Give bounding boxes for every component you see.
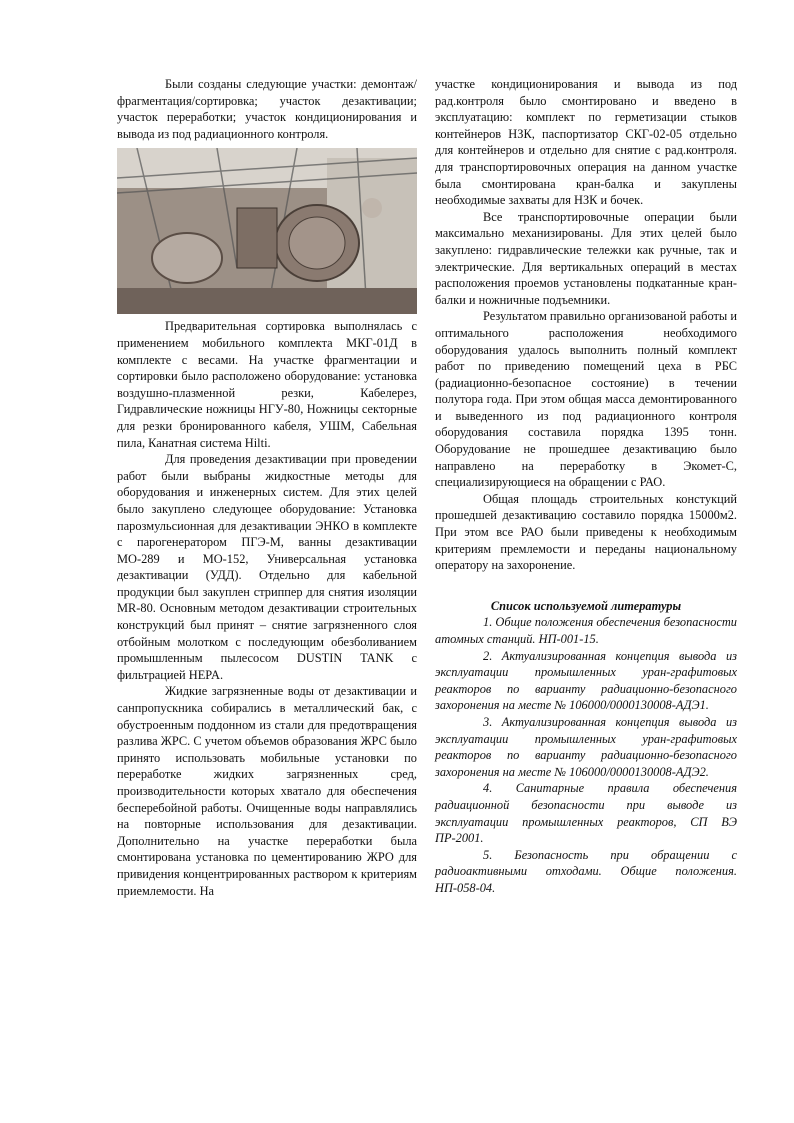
reference-item: 2. Актуализированная концепция вывода из эксплуатации промышленных уран-графитовых реакторов по варианту радиационно-безопасного захоронения на месте № 106000/0000130008-АДЭ1.	[435, 648, 737, 713]
paragraph-transport: Все транспортировочные операции были максимально механизированы. Для этих целей было закуплено: гидравлические тележки как ручные, так и электрические. Для вертикальных операций в местах расположения проемов установлены подкатанные кран-балки и ножничные подъемники.	[435, 209, 737, 307]
right-column	[435, 76, 737, 897]
paragraph-liquid-waste: Жидкие загрязненные воды от дезактивации и санпропускника собирались в металлический бак, с обустроенным поддонном из стали для предотвращения разлива ЖРС. С учетом объемов образования ЖРС было принято использовать мобильные установки по переработке жидких загрязненных сред, производительности которых хватало для обеспечения бесперебойной работы. Очищенные воды направлялись на повторные использования для дезактивации. Дополнительно на участке переработки была смонтирована установка по цементированию ЖРО для привидения концентрированных раствором к критериям приемлемости. На	[117, 684, 417, 898]
references-title: Список используемой литературы	[490, 598, 682, 613]
reference-item: 4. Санитарные правила обеспечения радиационной безопасности при выводе из эксплуатации промышленных реакторов, СП ВЭ ПР-2001.	[435, 781, 737, 846]
paragraph-conditioning: участке кондиционирования и вывода из под рад.контроля было смонтировано и введено в эксплуатацию: комплект по герметизации стыков контейнеров НЗК, паспортизатор СКГ-02-05 отдельно для контейнеров и отдельно для снятие с рад.контроля. для транспортировочных операция на данном участке была смонтирована кран-балка и закуплены необходимые захваты для НЗК и бочек.	[435, 77, 737, 208]
reference-item: 1. Общие положения обеспечения безопасности атомных станций. НП-001-15.	[435, 615, 737, 646]
paragraph-decontamination: Для проведения дезактивации при проведении работ были выбраны жидкостные методы для оборудования и инженерных систем. Для этих целей было закуплено следующее оборудование: Установка парозмульсионная для дезактивации ЭНКО в комплекте с парогенератором ПГЭ-М, ванны дезактивации МО-289 и МО-152, Универсальная установка дезактивации (УДД). Отдельно для кабельной продукции был закуплен стриппер для снятия изоляции MR-80. Основным методом дезактивации строительных конструкций был принят – снятие загрязненного слоя отбойным молотком с последующим обезболиванием промышленным пылесосом DUSTIN TANK с фильтрацией HEPA.	[117, 452, 417, 682]
paragraph-results: Результатом правильно организованой работы и оптимального расположения необходимого оборудования удалось выполнить полный комплект работ по приведению помещений цеха в РБС (радиационно-безопасное состояние) в течении полутора года. При этом общая масса демонтированного и выведенного из под радиационного контроля оборудования составила порядка 1395 тонн. Оборудование не прошедшее дезактивацию было направлено на переработку в Экомет-С, специализирующиеся на обращении с РАО.	[435, 309, 737, 490]
paragraph-sections: Были созданы следующие участки: демонтаж/фрагментация/сортировка; участок дезактивации; участок переработки; участок кондиционирования и вывода из под радиационного контроля.	[117, 77, 417, 141]
reference-item: 3. Актуализированная концепция вывода из эксплуатации промышленных уран-графитовых реакторов по варианту радиационно-безопасного захоронения на месте № 106000/0000130008-АДЭ2.	[435, 714, 737, 779]
industrial-equipment-photo	[117, 148, 417, 314]
reference-item: 5. Безопасность при обращении с радиоактивными отходами. Общие положения. НП-058-04.	[435, 847, 737, 895]
equipment-photo	[117, 148, 417, 314]
paragraph-area: Общая площадь строительных констукций прошедшей дезактивацию составило порядка 15000м2. При этом все РАО были приведены к необходимым критериям премлемости и переданы национальному оператору на захоронение.	[435, 491, 737, 573]
paragraph-sorting: Предварительная сортировка выполнялась с применением мобильного комплекта МКГ-01Д в комплекте с весами. На участке фрагментации и сортировки было расположено оборудование: установка воздушно-плазменной резки, Кабелерез, Гидравлические ножницы НГУ-80, Ножницы секторные для резки бронированного кабеля, УШМ, Сабельная пила, Канатная система Hilti.	[117, 319, 417, 450]
left-column	[117, 76, 417, 899]
